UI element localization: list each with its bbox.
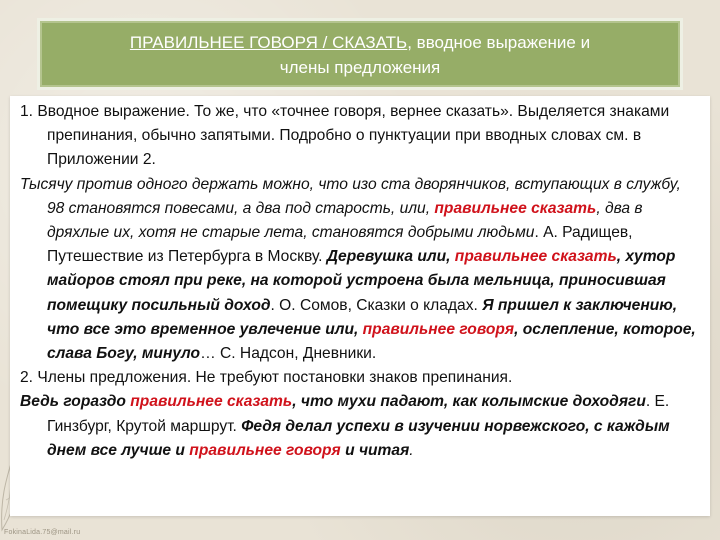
ex2-part-a: Ведь гораздо (20, 393, 131, 411)
title-rest-line2: члены предложения (279, 58, 441, 77)
title-rest-line1: , вводное выражение и (407, 33, 591, 52)
section-1-text: 1. Вводное выражение. То же, что «точнее говоря, вернее сказать». Выделяется знаками препинания, обычно запятыми. Подробно о пунктуации при вводных словах см. в Приложении 2. (20, 103, 670, 169)
ex2-source-1: . Е. Гинзбург, Крутой маршрут. (47, 393, 670, 435)
ex1-highlight-2: правильнее сказать (454, 248, 617, 266)
section-2-text: 2. Члены предложения. Не требуют постановки знаков препинания. (20, 369, 513, 387)
ex1-part-c: , два в дряхлые их, хотя не старые лета, становятся добрыми людьми (47, 199, 643, 242)
ex1-part-a: Тысячу против одного держать можно, что изо ста дворянчиков, вступающих в службу, 98 становятся повесами, а два под старость, или, (20, 175, 681, 217)
ex1-part-k: , ослепление, которое, слава Богу, минуло (47, 320, 696, 363)
section-2-paragraph (20, 366, 702, 390)
ex1-part-g: , хутор майоров стоял при реке, на которой устроена была мельница, приносившая помещику посильный доход (47, 248, 676, 314)
ex2-highlight-2: правильнее говоря (189, 441, 341, 459)
slide-title (37, 18, 683, 90)
content-panel (10, 96, 710, 516)
section-1-paragraph (20, 100, 702, 173)
examples-1-paragraph (20, 173, 702, 367)
ex2-part-h: . (409, 441, 414, 459)
ex2-part-e: Федя делал успехи в изучении норвежского, с каждым днем все лучше и (47, 417, 670, 459)
ex1-part-e: Деревушка или, (326, 248, 455, 266)
ex1-part-i: Я пришел к заключению, что все это временное увлечение или, (47, 296, 678, 338)
ex1-source-2: . О. Сомов, Сказки о кладах. (270, 296, 483, 314)
ex1-highlight-3: правильнее говоря (362, 320, 515, 338)
title-headword: ПРАВИЛЬНЕЕ ГОВОРЯ / СКАЗАТЬ (129, 33, 408, 52)
ex2-part-g: и читая (340, 441, 410, 459)
ex2-part-c: , что мухи падают, как колымские доходяги (292, 393, 646, 411)
ex2-highlight-1: правильнее сказать (130, 393, 293, 411)
examples-2-paragraph (20, 390, 702, 463)
author-watermark: FokinaLida.75@mail.ru (4, 529, 81, 536)
ex1-highlight-1: правильнее сказать (434, 199, 597, 217)
ex1-source-1: . А. Радищев, Путешествие из Петербурга в Москву. (47, 224, 633, 266)
ex1-source-3: … С. Надсон, Дневники. (200, 345, 377, 363)
